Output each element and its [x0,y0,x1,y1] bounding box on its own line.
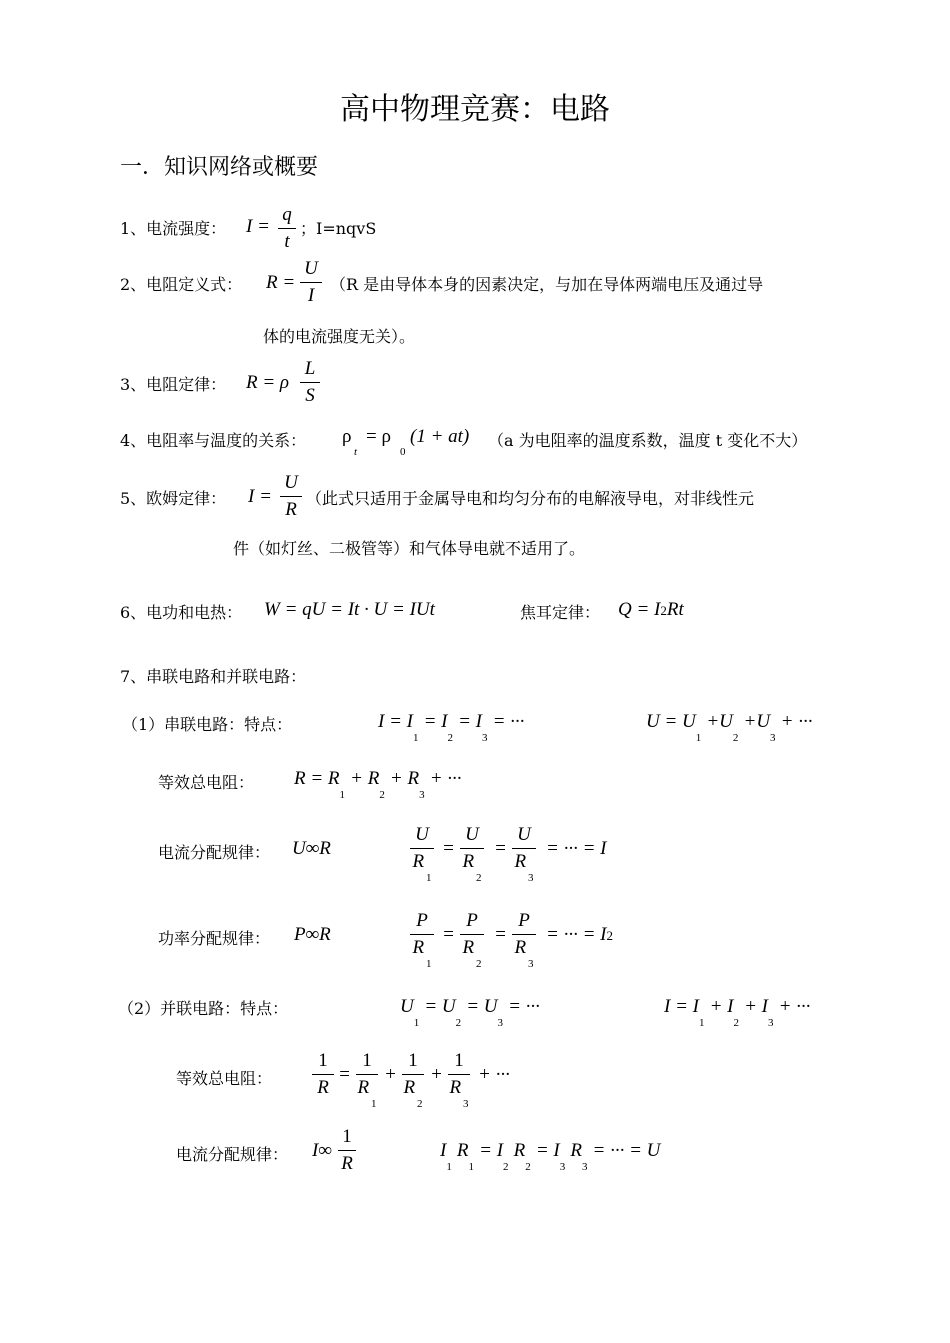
item-5-note: （此式只适用于金属导电和均匀分布的电解液导电，对非线性元 [306,489,755,508]
item-3-lhs: R = ρ [246,372,290,393]
item-5-num: U [284,472,298,493]
parallel-resistance-label: 等效总电阻： [176,1069,273,1088]
item-2-label: 2、电阻定义式： [120,275,243,294]
item-7-label: 7、串联电路和并联电路： [120,667,307,686]
series-current-frac-3: U $R_3$ [512,824,536,875]
item-1-tail: ；I=nqvS [300,219,377,238]
item-2-note-cont: 体的电流强度无关）。 [263,327,416,346]
item-1-num: q [282,204,292,225]
item-6-formula: W = qU = It · U = IUt [264,599,435,620]
parallel-r-frac-2: 1 $R_2$ [403,1050,423,1110]
item-3-label: 3、电阻定律： [120,375,227,394]
item-5-den: R [285,499,297,520]
series-power-frac-2: P $R_2$ [460,910,484,961]
item-4-sub-0: 0 [400,446,406,458]
parallel-label: （2）并联电路：特点： [118,999,289,1018]
series-resistance-label: 等效总电阻： [158,773,255,792]
item-6-label: 6、电功和电热： [120,603,243,622]
item-6-joule-label: 焦耳定律： [520,603,601,622]
series-resistance-equation: $R = R_1 + R_2 + R_3$ + ··· [294,768,462,801]
item-1-label: 1、电流强度： [120,219,227,238]
op: = [338,1064,351,1085]
item-6-joule-formula [618,599,684,621]
item-2-den: I [307,285,315,306]
item-3-num: L [304,358,316,379]
item-2-note: （R 是由导体本身的因素决定，与加在导体两端电压及通过导 [330,275,764,294]
item-3-den: S [305,385,315,406]
item-3-fraction [300,358,320,407]
item-4-rho: ρ [342,426,352,447]
series-power-rule-prop: P∞R [294,924,331,945]
parallel-r-frac-1: 1 $R_1$ [357,1050,377,1110]
joule-exponent: 2 [660,603,667,618]
item-5-note-cont: 件（如灯丝、二极管等）和气体导电就不适用了。 [233,539,586,558]
item-4-note: （a 为电阻率的温度系数，温度 t 变化不大） [488,431,808,450]
parallel-current-rule-label: 电流分配规律： [176,1145,289,1164]
item-1-lhs: I = [246,216,270,237]
item-2-lhs: R = [266,272,296,293]
item-5-fraction [280,472,302,521]
item-2-num: U [304,258,318,279]
series-power-rule-label: 功率分配规律： [158,929,271,948]
eq-sign: = [442,838,455,859]
eq-sign: = [494,838,507,859]
joule-tail: Rt [666,599,684,620]
series-power-frac-1: P $R_1$ [410,910,434,961]
item-5-label: 5、欧姆定律： [120,489,227,508]
parallel-r-frac-total: 1 R [312,1050,334,1099]
series-current-rule-label: 电流分配规律： [158,843,271,862]
item-4-sub-t: t [354,446,358,458]
item-4-eq: = ρ [366,426,391,447]
joule-lhs: Q = I [618,599,661,620]
series-power-tail: = ··· = I2 [546,924,613,945]
page-title: 高中物理竞赛：电路 [340,92,610,127]
item-4-label: 4、电阻率与温度的关系： [120,431,307,450]
series-current-frac-1: U $R_1$ [410,824,434,875]
series-current-frac-2: U $R_2$ [460,824,484,875]
item-1-fraction [278,204,296,253]
series-current-equation: $I = I_1 = I_2 = I_3$ = ··· [378,711,525,744]
section-heading: 一．知识网络或概要 [120,155,319,180]
parallel-current-rule-equation: $I_1$ $R_1 = I_2$ $R_2 = I_3$ $R_3$ = ··· = U [440,1140,661,1173]
parallel-voltage-equation: $U_1 = U_2 = U_3$ = ··· [400,996,540,1029]
parallel-current-equation: $I = I_1 + I_2 + I_3$ + ··· [664,996,811,1029]
item-4-paren: (1 + at) [410,426,470,447]
op: + [430,1064,443,1085]
item-5-lhs: I = [248,486,272,507]
series-current-rule-prop: U∞R [292,838,331,859]
op: + ··· [478,1064,510,1085]
parallel-current-rule-prop: I∞ [312,1140,332,1161]
item-2-fraction [300,258,322,307]
series-power-frac-3: P $R_3$ [512,910,536,961]
series-voltage-equation: $U = U_1 +U_2 +U_3$ + ··· [646,711,813,744]
series-label: （1）串联电路：特点： [122,715,293,734]
parallel-r-frac-3: 1 $R_3$ [449,1050,469,1110]
op: + [384,1064,397,1085]
item-1-den: t [284,231,290,252]
series-current-tail: = ··· = I [546,838,607,859]
eq-sign: = [442,924,455,945]
parallel-current-rule-frac: 1 R [338,1126,356,1175]
eq-sign: = [494,924,507,945]
